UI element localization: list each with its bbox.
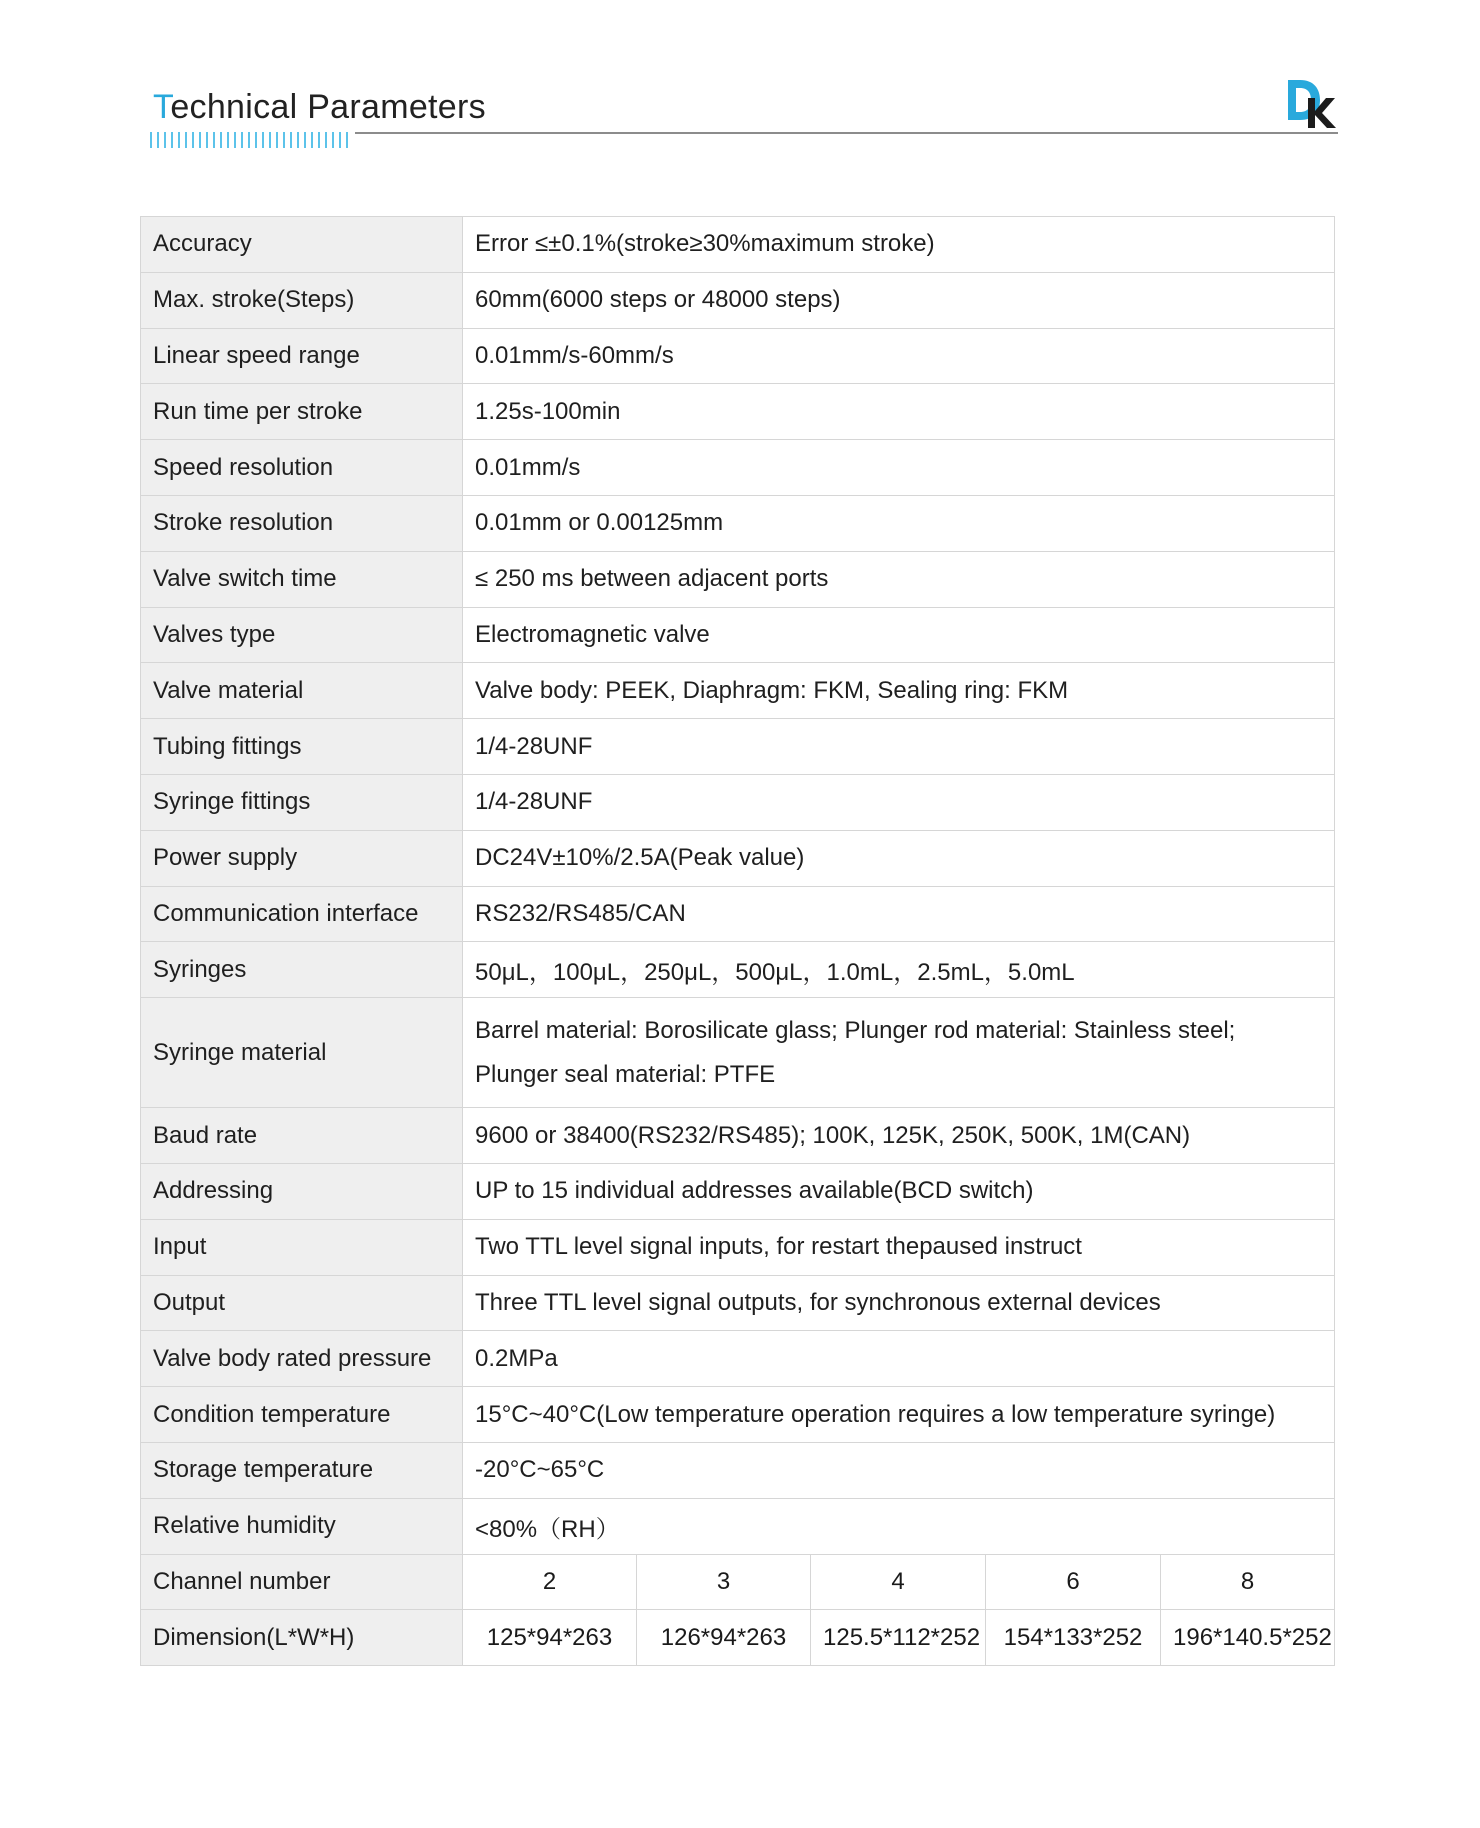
param-value: DC24V±10%/2.5A(Peak value) — [463, 830, 1335, 886]
dimension-cell: 126*94*263 — [637, 1610, 811, 1666]
param-label: Run time per stroke — [141, 384, 463, 440]
param-label: Power supply — [141, 830, 463, 886]
table-row — [141, 1387, 1335, 1443]
table-row — [141, 440, 1335, 496]
param-value: <80%（RH） — [463, 1498, 1335, 1554]
value-line: Barrel material: Borosilicate glass; Plunger rod material: Stainless steel; — [475, 1016, 1236, 1044]
table-row — [141, 1442, 1335, 1498]
title-first-letter: T — [153, 88, 171, 126]
dimension-cell: 196*140.5*252 — [1161, 1610, 1335, 1666]
table-row — [141, 1163, 1335, 1219]
table-row — [141, 998, 1335, 1108]
table-row — [141, 607, 1335, 663]
param-value: Electromagnetic valve — [463, 607, 1335, 663]
param-label: Max. stroke(Steps) — [141, 272, 463, 328]
param-label: Valve body rated pressure — [141, 1331, 463, 1387]
channel-cell: 6 — [986, 1554, 1161, 1610]
param-value: 0.01mm/s-60mm/s — [463, 328, 1335, 384]
table-row — [141, 272, 1335, 328]
param-value: 1/4-28UNF — [463, 774, 1335, 830]
dimension-row — [141, 1610, 1335, 1666]
dimension-cell: 125*94*263 — [463, 1610, 637, 1666]
param-label: Syringes — [141, 942, 463, 998]
table-row — [141, 328, 1335, 384]
dk-logo — [1284, 78, 1338, 130]
param-value: 0.01mm/s — [463, 440, 1335, 496]
param-label: Valve material — [141, 663, 463, 719]
table-row — [141, 1219, 1335, 1275]
param-label: Syringe material — [141, 998, 463, 1108]
param-value: Error ≤±0.1%(stroke≥30%maximum stroke) — [463, 217, 1335, 273]
param-value: 0.2MPa — [463, 1331, 1335, 1387]
table-row — [141, 1108, 1335, 1164]
param-label: Linear speed range — [141, 328, 463, 384]
param-label: Dimension(L*W*H) — [141, 1610, 463, 1666]
table-row — [141, 1498, 1335, 1554]
param-value: -20°C~65°C — [463, 1442, 1335, 1498]
param-label: Storage temperature — [141, 1442, 463, 1498]
table-row — [141, 774, 1335, 830]
title-rest: echnical Parameters — [170, 88, 486, 126]
param-label: Stroke resolution — [141, 495, 463, 551]
param-label: Tubing fittings — [141, 719, 463, 775]
param-label: Syringe fittings — [141, 774, 463, 830]
page-header — [150, 86, 1338, 156]
param-value: 0.01mm or 0.00125mm — [463, 495, 1335, 551]
title-tick-underline — [150, 132, 350, 148]
param-value: 60mm(6000 steps or 48000 steps) — [463, 272, 1335, 328]
param-value: 1/4-28UNF — [463, 719, 1335, 775]
param-label: Accuracy — [141, 217, 463, 273]
table-row — [141, 551, 1335, 607]
table-row — [141, 217, 1335, 273]
table-row — [141, 1275, 1335, 1331]
param-value: Valve body: PEEK, Diaphragm: FKM, Sealing ring: FKM — [463, 663, 1335, 719]
technical-parameters-table — [140, 216, 1335, 1666]
channel-cell: 4 — [811, 1554, 986, 1610]
channel-cell: 3 — [637, 1554, 811, 1610]
param-value: UP to 15 individual addresses available(BCD switch) — [463, 1163, 1335, 1219]
param-label: Addressing — [141, 1163, 463, 1219]
table-row — [141, 942, 1335, 998]
channel-cell: 8 — [1161, 1554, 1335, 1610]
dimension-cell: 154*133*252 — [986, 1610, 1161, 1666]
param-value: RS232/RS485/CAN — [463, 886, 1335, 942]
param-label: Communication interface — [141, 886, 463, 942]
param-value: Two TTL level signal inputs, for restart thepaused instruct — [463, 1219, 1335, 1275]
table-row — [141, 495, 1335, 551]
param-label: Valve switch time — [141, 551, 463, 607]
table-row — [141, 663, 1335, 719]
table-row — [141, 384, 1335, 440]
header-rule — [355, 132, 1338, 134]
param-label: Input — [141, 1219, 463, 1275]
param-value — [463, 998, 1335, 1108]
param-value: 15°C~40°C(Low temperature operation requires a low temperature syringe) — [463, 1387, 1335, 1443]
param-value: 1.25s-100min — [463, 384, 1335, 440]
param-label: Channel number — [141, 1554, 463, 1610]
table-row — [141, 830, 1335, 886]
param-label: Baud rate — [141, 1108, 463, 1164]
channel-cell: 2 — [463, 1554, 637, 1610]
value-line: Plunger seal material: PTFE — [475, 1060, 776, 1088]
param-label: Condition temperature — [141, 1387, 463, 1443]
table-row — [141, 719, 1335, 775]
param-value: ≤ 250 ms between adjacent ports — [463, 551, 1335, 607]
table-row — [141, 886, 1335, 942]
param-value: Three TTL level signal outputs, for synchronous external devices — [463, 1275, 1335, 1331]
table-row — [141, 1331, 1335, 1387]
param-label: Speed resolution — [141, 440, 463, 496]
channel-row — [141, 1554, 1335, 1610]
param-label: Output — [141, 1275, 463, 1331]
dimension-cell: 125.5*112*252 — [811, 1610, 986, 1666]
param-label: Relative humidity — [141, 1498, 463, 1554]
page-title — [153, 88, 486, 127]
param-label: Valves type — [141, 607, 463, 663]
param-value: 50μL，100μL，250μL，500μL，1.0mL，2.5mL，5.0mL — [463, 942, 1335, 998]
param-value: 9600 or 38400(RS232/RS485); 100K, 125K, 250K, 500K, 1M(CAN) — [463, 1108, 1335, 1164]
